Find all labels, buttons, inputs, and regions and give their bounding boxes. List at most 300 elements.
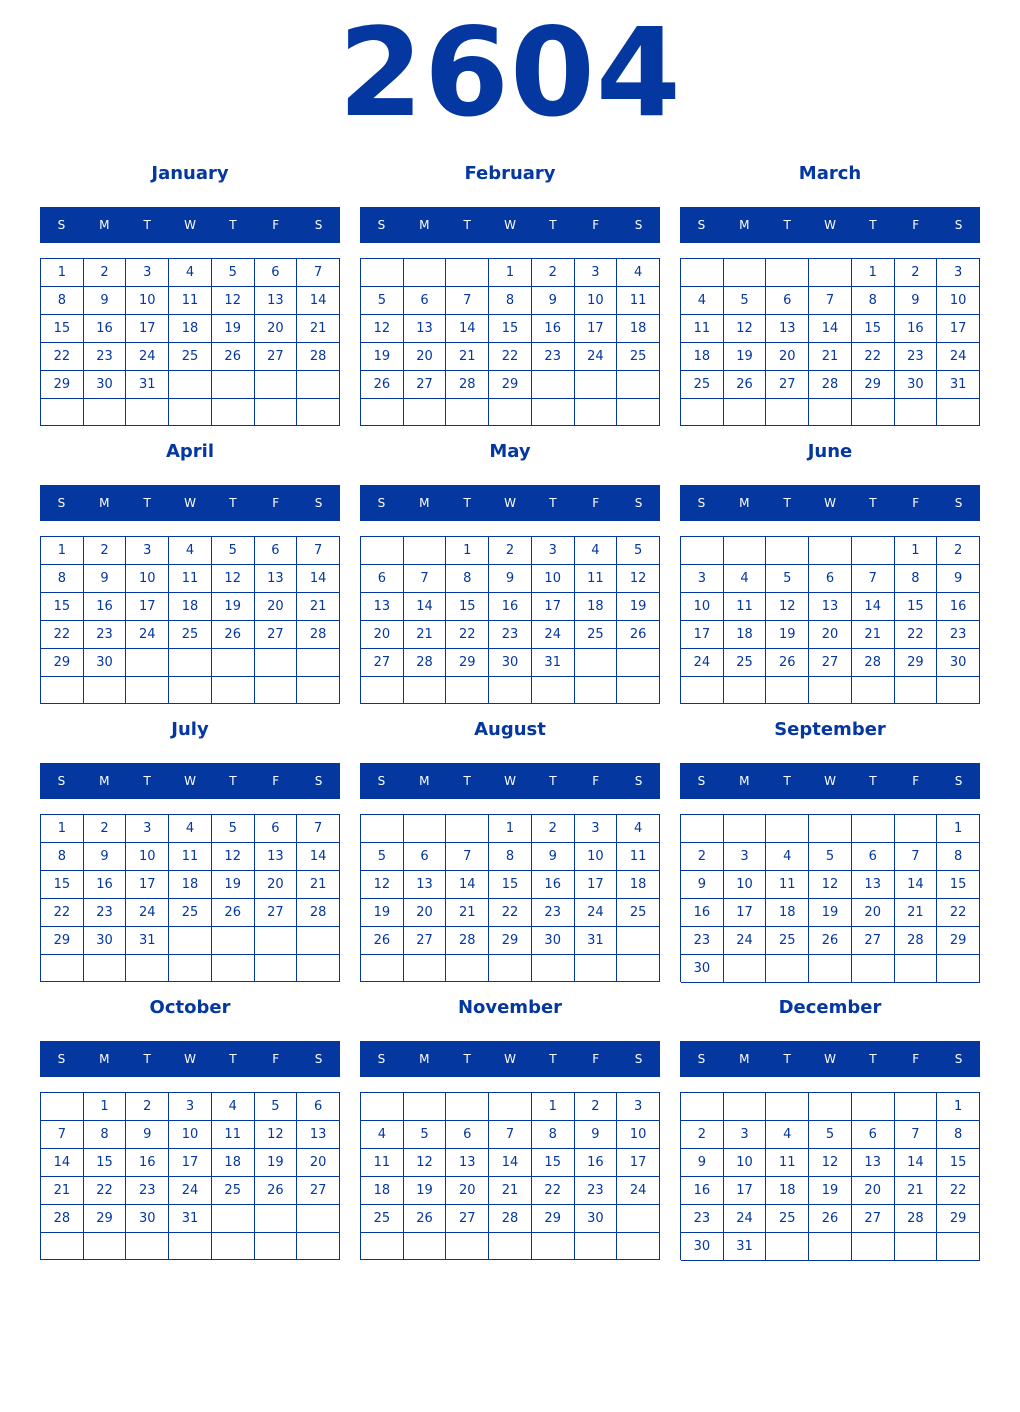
day-cell: 6 xyxy=(766,287,809,315)
empty-day-cell xyxy=(126,649,169,677)
empty-day-cell xyxy=(255,649,298,677)
day-cell: 29 xyxy=(532,1205,575,1233)
empty-day-cell xyxy=(212,371,255,399)
day-cell: 14 xyxy=(41,1149,84,1177)
day-cell: 23 xyxy=(84,343,127,371)
day-cell: 1 xyxy=(446,537,489,565)
empty-day-cell xyxy=(681,537,724,565)
weekday-header: T xyxy=(143,774,151,788)
empty-day-cell xyxy=(126,1233,169,1260)
empty-day-cell xyxy=(41,399,84,426)
weekday-header: F xyxy=(592,774,600,788)
day-grid xyxy=(360,1092,660,1260)
day-cell: 21 xyxy=(446,899,489,927)
day-cell: 16 xyxy=(895,315,938,343)
empty-day-cell xyxy=(361,537,404,565)
day-cell: 6 xyxy=(361,565,404,593)
day-cell: 14 xyxy=(895,871,938,899)
empty-day-cell xyxy=(681,815,724,843)
day-cell: 2 xyxy=(126,1093,169,1121)
day-cell: 1 xyxy=(852,259,895,287)
weekday-header: F xyxy=(272,496,280,510)
day-cell: 4 xyxy=(724,565,767,593)
weekday-header: S xyxy=(57,496,66,510)
day-cell: 24 xyxy=(724,927,767,955)
day-cell: 1 xyxy=(895,537,938,565)
day-cell: 27 xyxy=(255,899,298,927)
weekday-header: T xyxy=(783,1052,791,1066)
empty-day-cell xyxy=(84,399,127,426)
day-cell: 1 xyxy=(41,815,84,843)
day-cell: 25 xyxy=(766,927,809,955)
empty-day-cell xyxy=(895,955,938,983)
empty-day-cell xyxy=(724,537,767,565)
weekday-header: T xyxy=(549,496,557,510)
day-cell: 18 xyxy=(766,899,809,927)
day-cell: 7 xyxy=(41,1121,84,1149)
day-cell: 28 xyxy=(809,371,852,399)
month-name: June xyxy=(807,441,853,462)
day-grid xyxy=(40,536,340,704)
month-name: October xyxy=(149,997,231,1018)
day-cell: 12 xyxy=(404,1149,447,1177)
day-cell: 22 xyxy=(895,621,938,649)
day-cell: 12 xyxy=(212,565,255,593)
day-cell: 14 xyxy=(297,565,340,593)
empty-day-cell xyxy=(852,399,895,426)
day-cell: 13 xyxy=(255,843,298,871)
day-cell: 1 xyxy=(489,815,532,843)
empty-day-cell xyxy=(297,677,340,704)
day-cell: 13 xyxy=(404,315,447,343)
day-cell: 17 xyxy=(126,871,169,899)
day-cell: 13 xyxy=(361,593,404,621)
weekday-header: T xyxy=(549,774,557,788)
day-cell: 23 xyxy=(84,621,127,649)
month-name: September xyxy=(774,719,886,740)
empty-day-cell xyxy=(361,955,404,982)
day-cell: 14 xyxy=(297,287,340,315)
empty-day-cell xyxy=(404,955,447,982)
day-cell: 25 xyxy=(169,621,212,649)
empty-day-cell xyxy=(489,1233,532,1260)
day-cell: 27 xyxy=(361,649,404,677)
day-cell: 10 xyxy=(169,1121,212,1149)
weekday-header: S xyxy=(57,218,66,232)
day-cell: 12 xyxy=(617,565,660,593)
day-cell: 22 xyxy=(41,343,84,371)
empty-day-cell xyxy=(126,955,169,982)
weekday-header: W xyxy=(504,496,516,510)
day-cell: 29 xyxy=(895,649,938,677)
weekday-header: M xyxy=(739,218,750,232)
day-cell: 12 xyxy=(809,1149,852,1177)
day-cell: 24 xyxy=(126,621,169,649)
weekday-header: M xyxy=(739,1052,750,1066)
day-cell: 8 xyxy=(84,1121,127,1149)
empty-day-cell xyxy=(681,259,724,287)
day-cell: 22 xyxy=(489,899,532,927)
empty-day-cell xyxy=(724,259,767,287)
day-cell: 23 xyxy=(937,621,980,649)
empty-day-cell xyxy=(404,1233,447,1260)
empty-day-cell xyxy=(809,537,852,565)
day-cell: 1 xyxy=(84,1093,127,1121)
day-cell: 3 xyxy=(126,537,169,565)
day-cell: 31 xyxy=(532,649,575,677)
day-cell: 30 xyxy=(681,1233,724,1261)
day-cell: 22 xyxy=(84,1177,127,1205)
empty-day-cell xyxy=(617,927,660,955)
empty-day-cell xyxy=(617,649,660,677)
day-cell: 25 xyxy=(681,371,724,399)
weekday-header: S xyxy=(634,774,643,788)
day-cell: 19 xyxy=(212,871,255,899)
day-cell: 29 xyxy=(41,649,84,677)
day-grid xyxy=(680,258,980,426)
day-cell: 17 xyxy=(532,593,575,621)
day-cell: 22 xyxy=(937,899,980,927)
day-cell: 8 xyxy=(41,287,84,315)
day-cell: 2 xyxy=(84,259,127,287)
weekday-header: F xyxy=(912,774,920,788)
day-cell: 11 xyxy=(169,843,212,871)
day-cell: 24 xyxy=(532,621,575,649)
empty-day-cell xyxy=(852,815,895,843)
weekday-header: S xyxy=(954,774,963,788)
day-cell: 8 xyxy=(937,843,980,871)
weekday-header: M xyxy=(99,218,110,232)
empty-day-cell xyxy=(84,955,127,982)
day-cell: 4 xyxy=(169,815,212,843)
weekday-header: M xyxy=(419,1052,430,1066)
empty-day-cell xyxy=(852,1233,895,1261)
day-cell: 9 xyxy=(126,1121,169,1149)
day-cell: 9 xyxy=(84,565,127,593)
weekday-header: T xyxy=(463,1052,471,1066)
day-cell: 23 xyxy=(489,621,532,649)
weekday-header: M xyxy=(99,496,110,510)
day-cell: 18 xyxy=(169,871,212,899)
day-cell: 1 xyxy=(937,815,980,843)
day-cell: 2 xyxy=(681,843,724,871)
day-cell: 23 xyxy=(681,1205,724,1233)
empty-day-cell xyxy=(404,1093,447,1121)
day-cell: 18 xyxy=(766,1177,809,1205)
day-cell: 4 xyxy=(617,259,660,287)
weekday-header: T xyxy=(463,218,471,232)
month-name: February xyxy=(464,163,556,184)
day-cell: 26 xyxy=(404,1205,447,1233)
day-cell: 16 xyxy=(937,593,980,621)
day-cell: 22 xyxy=(532,1177,575,1205)
empty-day-cell xyxy=(724,399,767,426)
day-cell: 28 xyxy=(895,1205,938,1233)
month-july xyxy=(40,716,340,982)
day-cell: 20 xyxy=(446,1177,489,1205)
empty-day-cell xyxy=(404,677,447,704)
weekday-header: S xyxy=(697,218,706,232)
day-grid xyxy=(680,814,980,982)
day-cell: 2 xyxy=(681,1121,724,1149)
empty-day-cell xyxy=(809,1093,852,1121)
day-cell: 3 xyxy=(937,259,980,287)
empty-day-cell xyxy=(255,399,298,426)
day-cell: 9 xyxy=(532,843,575,871)
empty-day-cell xyxy=(766,955,809,983)
day-cell: 7 xyxy=(297,259,340,287)
day-cell: 30 xyxy=(84,927,127,955)
weekday-header: T xyxy=(143,218,151,232)
weekday-header: S xyxy=(954,1052,963,1066)
day-cell: 1 xyxy=(41,537,84,565)
empty-day-cell xyxy=(937,677,980,704)
day-cell: 11 xyxy=(681,315,724,343)
weekday-header: M xyxy=(739,496,750,510)
month-name: August xyxy=(474,719,546,740)
day-grid xyxy=(680,1092,980,1260)
day-cell: 12 xyxy=(724,315,767,343)
day-cell: 19 xyxy=(617,593,660,621)
weekday-header-row xyxy=(40,485,340,521)
day-cell: 23 xyxy=(532,343,575,371)
weekday-header: T xyxy=(869,1052,877,1066)
day-cell: 25 xyxy=(575,621,618,649)
weekday-header: W xyxy=(504,218,516,232)
day-cell: 11 xyxy=(575,565,618,593)
month-name: December xyxy=(778,997,882,1018)
weekday-header: T xyxy=(549,218,557,232)
day-cell: 17 xyxy=(724,1177,767,1205)
day-cell: 3 xyxy=(126,815,169,843)
month-january xyxy=(40,160,340,426)
weekday-header-row xyxy=(360,485,660,521)
empty-day-cell xyxy=(446,259,489,287)
day-cell: 13 xyxy=(446,1149,489,1177)
day-cell: 8 xyxy=(489,843,532,871)
empty-day-cell xyxy=(41,955,84,982)
day-cell: 24 xyxy=(126,343,169,371)
empty-day-cell xyxy=(41,1093,84,1121)
empty-day-cell xyxy=(361,259,404,287)
day-cell: 15 xyxy=(41,593,84,621)
empty-day-cell xyxy=(361,815,404,843)
day-cell: 23 xyxy=(575,1177,618,1205)
day-cell: 30 xyxy=(937,649,980,677)
weekday-header: S xyxy=(697,496,706,510)
empty-day-cell xyxy=(617,1233,660,1260)
day-cell: 18 xyxy=(575,593,618,621)
empty-day-cell xyxy=(766,677,809,704)
day-cell: 29 xyxy=(446,649,489,677)
day-cell: 20 xyxy=(404,343,447,371)
day-cell: 2 xyxy=(937,537,980,565)
day-cell: 16 xyxy=(532,871,575,899)
day-cell: 30 xyxy=(532,927,575,955)
empty-day-cell xyxy=(724,815,767,843)
empty-day-cell xyxy=(169,927,212,955)
day-cell: 19 xyxy=(212,593,255,621)
empty-day-cell xyxy=(766,815,809,843)
day-cell: 11 xyxy=(617,287,660,315)
day-cell: 4 xyxy=(617,815,660,843)
empty-day-cell xyxy=(575,371,618,399)
day-cell: 16 xyxy=(681,1177,724,1205)
empty-day-cell xyxy=(212,677,255,704)
day-cell: 5 xyxy=(212,815,255,843)
day-cell: 5 xyxy=(809,1121,852,1149)
day-cell: 19 xyxy=(404,1177,447,1205)
day-cell: 26 xyxy=(766,649,809,677)
day-cell: 18 xyxy=(212,1149,255,1177)
day-cell: 10 xyxy=(532,565,575,593)
day-cell: 28 xyxy=(446,371,489,399)
day-cell: 12 xyxy=(212,287,255,315)
empty-day-cell xyxy=(724,955,767,983)
day-cell: 27 xyxy=(766,371,809,399)
empty-day-cell xyxy=(212,399,255,426)
weekday-header: S xyxy=(57,1052,66,1066)
empty-day-cell xyxy=(575,955,618,982)
weekday-header: T xyxy=(549,1052,557,1066)
weekday-header: S xyxy=(954,218,963,232)
weekday-header: S xyxy=(314,774,323,788)
day-cell: 21 xyxy=(895,1177,938,1205)
empty-day-cell xyxy=(212,1205,255,1233)
day-grid xyxy=(40,1092,340,1260)
empty-day-cell xyxy=(446,1093,489,1121)
weekday-header: W xyxy=(824,496,836,510)
weekday-header: M xyxy=(419,218,430,232)
month-february xyxy=(360,160,660,426)
weekday-header: F xyxy=(912,1052,920,1066)
day-cell: 28 xyxy=(404,649,447,677)
weekday-header: F xyxy=(912,496,920,510)
day-cell: 13 xyxy=(255,287,298,315)
day-cell: 18 xyxy=(681,343,724,371)
day-cell: 14 xyxy=(446,871,489,899)
day-cell: 6 xyxy=(852,1121,895,1149)
empty-day-cell xyxy=(489,1093,532,1121)
weekday-header: T xyxy=(143,1052,151,1066)
day-cell: 20 xyxy=(766,343,809,371)
day-cell: 27 xyxy=(809,649,852,677)
day-cell: 23 xyxy=(681,927,724,955)
weekday-header: F xyxy=(592,1052,600,1066)
day-cell: 8 xyxy=(895,565,938,593)
empty-day-cell xyxy=(575,399,618,426)
day-cell: 7 xyxy=(852,565,895,593)
empty-day-cell xyxy=(895,399,938,426)
day-cell: 23 xyxy=(895,343,938,371)
empty-day-cell xyxy=(681,1093,724,1121)
day-cell: 29 xyxy=(489,927,532,955)
day-cell: 8 xyxy=(41,843,84,871)
empty-day-cell xyxy=(169,677,212,704)
weekday-header: M xyxy=(99,1052,110,1066)
weekday-header: T xyxy=(783,496,791,510)
day-cell: 6 xyxy=(255,537,298,565)
day-cell: 11 xyxy=(169,287,212,315)
day-cell: 7 xyxy=(446,287,489,315)
day-cell: 1 xyxy=(41,259,84,287)
empty-day-cell xyxy=(809,399,852,426)
empty-day-cell xyxy=(937,399,980,426)
day-cell: 14 xyxy=(404,593,447,621)
day-cell: 9 xyxy=(532,287,575,315)
empty-day-cell xyxy=(297,1233,340,1260)
weekday-header: T xyxy=(229,1052,237,1066)
empty-day-cell xyxy=(895,677,938,704)
day-grid xyxy=(40,814,340,982)
empty-day-cell xyxy=(404,399,447,426)
empty-day-cell xyxy=(297,927,340,955)
weekday-header: M xyxy=(739,774,750,788)
day-cell: 18 xyxy=(169,315,212,343)
empty-day-cell xyxy=(617,677,660,704)
empty-day-cell xyxy=(84,1233,127,1260)
day-cell: 15 xyxy=(41,315,84,343)
day-cell: 21 xyxy=(809,343,852,371)
empty-day-cell xyxy=(169,371,212,399)
day-cell: 15 xyxy=(41,871,84,899)
day-cell: 29 xyxy=(84,1205,127,1233)
day-cell: 7 xyxy=(809,287,852,315)
day-cell: 7 xyxy=(895,1121,938,1149)
day-cell: 8 xyxy=(532,1121,575,1149)
month-name: May xyxy=(489,441,531,462)
day-cell: 11 xyxy=(212,1121,255,1149)
day-cell: 3 xyxy=(575,815,618,843)
empty-day-cell xyxy=(126,399,169,426)
empty-day-cell xyxy=(681,677,724,704)
day-cell: 24 xyxy=(937,343,980,371)
day-cell: 15 xyxy=(84,1149,127,1177)
day-cell: 7 xyxy=(446,843,489,871)
day-cell: 12 xyxy=(766,593,809,621)
day-cell: 15 xyxy=(895,593,938,621)
weekday-header: S xyxy=(377,774,386,788)
day-cell: 11 xyxy=(361,1149,404,1177)
empty-day-cell xyxy=(41,677,84,704)
day-cell: 21 xyxy=(297,593,340,621)
day-cell: 14 xyxy=(489,1149,532,1177)
day-cell: 27 xyxy=(446,1205,489,1233)
day-cell: 28 xyxy=(297,899,340,927)
day-cell: 16 xyxy=(84,871,127,899)
day-cell: 20 xyxy=(404,899,447,927)
weekday-header: F xyxy=(592,496,600,510)
day-cell: 24 xyxy=(617,1177,660,1205)
empty-day-cell xyxy=(766,399,809,426)
day-cell: 26 xyxy=(809,927,852,955)
day-cell: 31 xyxy=(724,1233,767,1261)
day-cell: 19 xyxy=(766,621,809,649)
empty-day-cell xyxy=(169,399,212,426)
day-cell: 5 xyxy=(766,565,809,593)
day-cell: 1 xyxy=(937,1093,980,1121)
day-cell: 5 xyxy=(809,843,852,871)
day-cell: 9 xyxy=(895,287,938,315)
day-cell: 20 xyxy=(255,315,298,343)
day-cell: 15 xyxy=(937,871,980,899)
empty-day-cell xyxy=(766,259,809,287)
empty-day-cell xyxy=(404,537,447,565)
day-cell: 24 xyxy=(126,899,169,927)
day-cell: 2 xyxy=(84,537,127,565)
weekday-header-row xyxy=(680,485,980,521)
empty-day-cell xyxy=(169,955,212,982)
